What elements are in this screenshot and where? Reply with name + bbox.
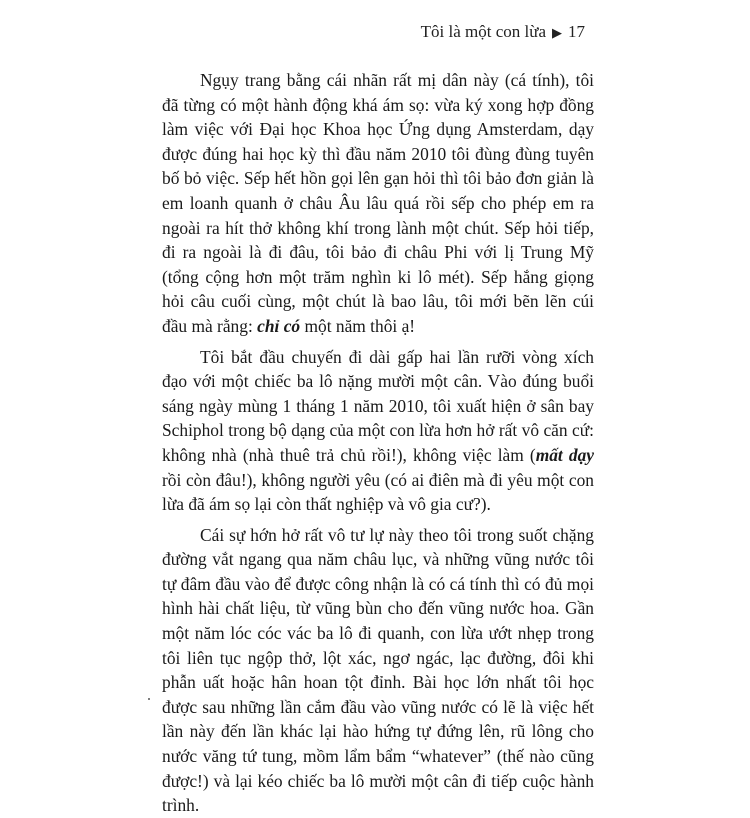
triangle-marker-icon: ▶ bbox=[552, 24, 562, 40]
paragraph-1-emphasis: chỉ có bbox=[257, 315, 301, 336]
paragraph-1-text: Ngụy trang bằng cái nhãn rất mị dân này (cá tính), tôi đã từng có một hành động khá ám sọ: vừa ký xong hợp đồng làm việc với Đại học Khoa học Ứng dụng Amsterdam, dạy được đúng hai học kỳ thì đầu năm 2010 tôi đùng đùng tuyên bố bỏ việc. Sếp hết hồn gọi lên gạn hỏi thì tôi bảo đơn giản là em loanh quanh ở châu Âu lâu quá rồi sếp cho phép em ra ngoài ra hít thở không khí trong lành một chút. Sếp hỏi tiếp, đi ra ngoài là đi đâu, tôi bảo đi châu Phi với lị Trung Mỹ (tổng cộng hơn một trăm nghìn ki lô mét). Sếp hắng giọng hỏi câu cuối cùng, một chút là bao lâu, tôi mới bẽn lẽn cúi đầu mà rằng: bbox=[162, 70, 594, 336]
paragraph-2-emphasis: mất dạy bbox=[535, 444, 594, 465]
print-speck bbox=[148, 698, 150, 700]
running-header bbox=[421, 22, 585, 42]
paragraph-1-text-end: một năm thôi ạ! bbox=[300, 315, 416, 336]
paragraph-3 bbox=[162, 523, 594, 818]
page-number: 17 bbox=[568, 22, 585, 41]
paragraph-2-text: Tôi bắt đầu chuyến đi dài gấp hai lần rưỡi vòng xích đạo với một chiếc ba lô nặng mười một cân. Vào đúng buổi sáng ngày mùng 1 tháng 1 năm 2010, tôi xuất hiện ở sân bay Schiphol trong bộ dạng của một con lừa hơn hở rất vô căn cứ: không nhà (nhà thuê trả chủ rồi!), không việc làm ( bbox=[162, 346, 594, 465]
running-title: Tôi là một con lừa bbox=[420, 22, 546, 41]
paragraph-2-text-end: rồi còn đâu!), không người yêu (có ai điên mà đi yêu một con lừa đã ám sọ lại còn thất nghiệp và vô gia cư?). bbox=[162, 469, 594, 515]
body-text bbox=[162, 68, 594, 818]
paragraph-2 bbox=[162, 345, 594, 517]
paragraph-1 bbox=[162, 68, 594, 339]
paragraph-3-text: Cái sự hớn hở rất vô tư lự này theo tôi trong suốt chặng đường vắt ngang qua năm châu lục, và những vũng nước tôi tự đâm đầu vào để được công nhận là có cá tính thì có đủ mọi hình hài chất liệu, từ vũng bùn cho đến vũng nước hoa. Gần một năm lóc cóc vác ba lô đi quanh, con lừa ướt nhẹp trong tôi liên tục ngộp thở, lột xác, ngơ ngác, lạc đường, đôi khi phẫn uất hoặc hân hoan tột đỉnh. Bài học lớn nhất tôi học được sau những lần cắm đầu vào vũng nước có lẽ là việc hết lần này đến lần khác lại hào hứng tự đứng lên, rũ lông cho nước văng tứ tung, mồm lẩm bẩm “whatever” (thế nào cũng được!) và lại kéo chiếc ba lô mười một cân đi tiếp cuộc hành trình. bbox=[162, 524, 594, 816]
